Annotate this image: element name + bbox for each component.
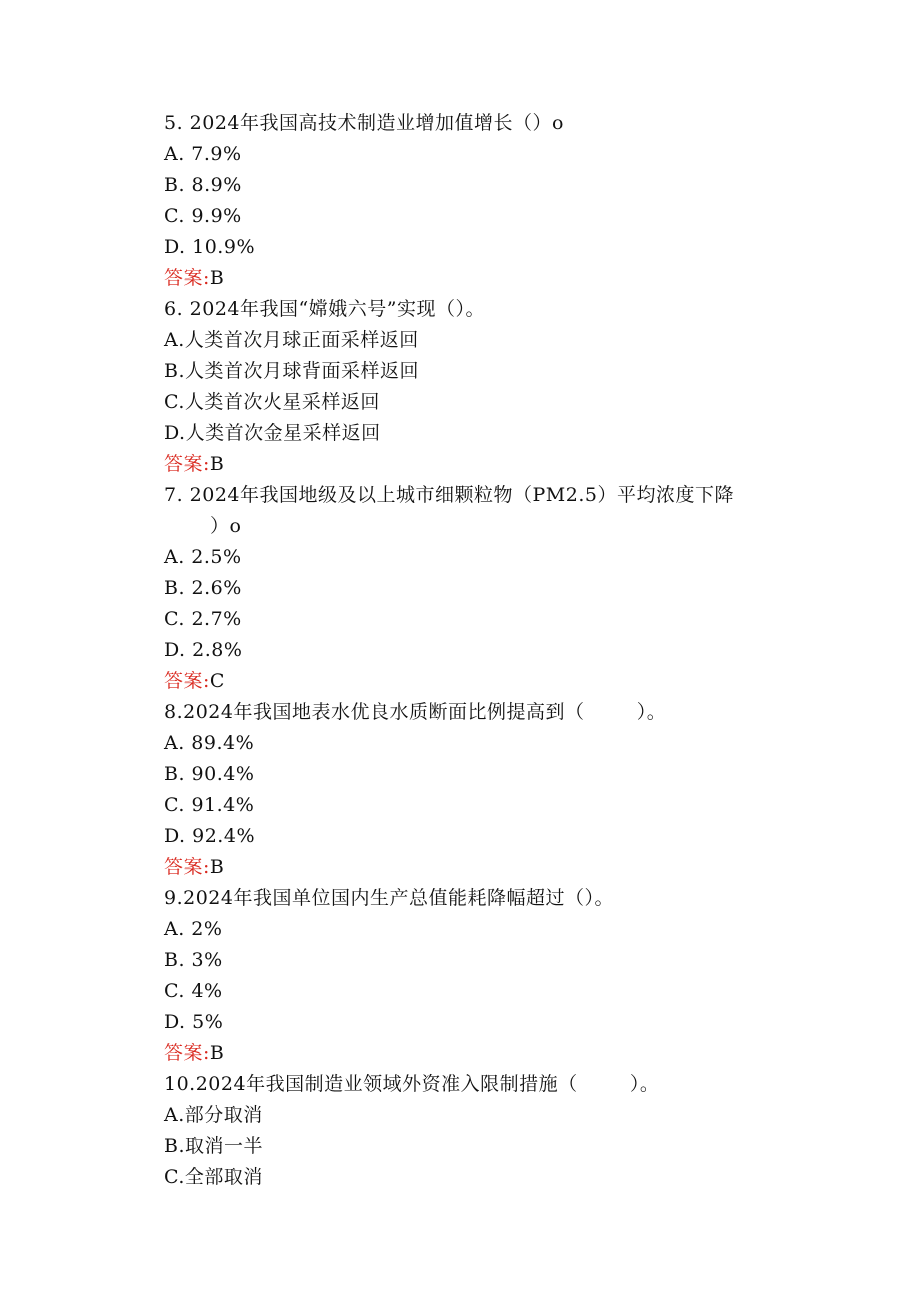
question-8-option-b: B. 90.4% (164, 763, 255, 785)
question-9-stem: 9.2024年我国单位国内生产总值能耗降幅超过（）。 (164, 887, 614, 909)
answer-label: 答案: (164, 267, 210, 289)
answer-value: B (209, 267, 225, 289)
question-7-option-d: D. 2.8% (164, 639, 243, 661)
question-7-option-b: B. 2.6% (164, 577, 242, 599)
question-5-option-a: A. 7.9% (164, 143, 242, 165)
answer-value: B (209, 856, 225, 878)
question-5-option-b: B. 8.9% (164, 174, 242, 196)
question-10-option-b: B.取消一半 (164, 1135, 264, 1157)
question-9-answer (164, 1038, 804, 1069)
question-10-option-a: A.部分取消 (164, 1104, 263, 1126)
question-6-option-a: A.人类首次月球正面采样返回 (164, 329, 419, 351)
answer-value: B (209, 1042, 225, 1064)
question-6-option-b: B.人类首次月球背面采样返回 (164, 360, 420, 382)
question-5-option-c: C. 9.9% (164, 205, 242, 227)
question-10-stem: 10.2024年我国制造业领域外资准入限制措施（ ）。 (164, 1073, 660, 1095)
question-10-option-c: C.全部取消 (164, 1166, 263, 1188)
question-7-answer (164, 666, 804, 697)
question-8-stem: 8.2024年我国地表水优良水质断面比例提高到（ ）。 (164, 701, 667, 723)
question-6-stem: 6. 2024年我国“嫦娥六号”实现（）。 (164, 298, 485, 320)
document-page (164, 108, 804, 1193)
question-7-option-a: A. 2.5% (164, 546, 242, 568)
question-5-stem: 5. 2024年我国高技术制造业增加值增长（）o (164, 112, 564, 134)
question-7-stem-continuation: ）o (210, 515, 242, 537)
answer-label: 答案: (164, 670, 210, 692)
question-5-option-d: D. 10.9% (164, 236, 255, 258)
answer-label: 答案: (164, 856, 210, 878)
question-8-option-a: A. 89.4% (164, 732, 255, 754)
answer-label: 答案: (164, 1042, 210, 1064)
question-6-answer (164, 449, 804, 480)
question-7-stem: 7. 2024年我国地级及以上城市细颗粒物（PM2.5）平均浓度下降 (164, 484, 734, 506)
question-6-option-d: D.人类首次金星采样返回 (164, 422, 381, 444)
question-8-option-c: C. 91.4% (164, 794, 255, 816)
question-7-option-c: C. 2.7% (164, 608, 242, 630)
answer-value: C (209, 670, 225, 692)
question-9-option-c: C. 4% (164, 980, 223, 1002)
answer-value: B (209, 453, 225, 475)
question-9-option-a: A. 2% (164, 918, 223, 940)
question-6-option-c: C.人类首次火星采样返回 (164, 391, 380, 413)
question-8-answer (164, 852, 804, 883)
question-8-option-d: D. 92.4% (164, 825, 255, 847)
answer-label: 答案: (164, 453, 210, 475)
question-9-option-d: D. 5% (164, 1011, 224, 1033)
question-9-option-b: B. 3% (164, 949, 223, 971)
question-5-answer (164, 263, 804, 294)
